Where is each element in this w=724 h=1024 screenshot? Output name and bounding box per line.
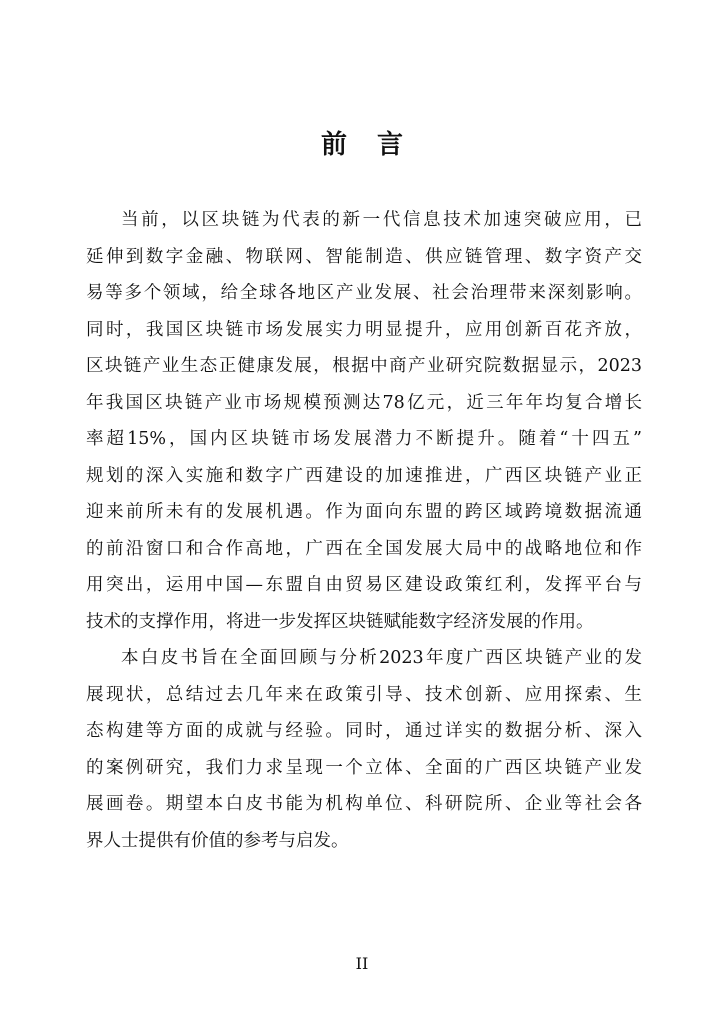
paragraph-2 (86, 640, 642, 859)
text-line: 同时，我国区块链市场发展实力明显提升，应用创新百花齐放， (86, 319, 642, 340)
text-line: 展现状，总结过去几年来在政策引导、技术创新、应用探索、生 (86, 684, 642, 705)
text-line: 界人士提供有价值的参考与启发。 (86, 830, 349, 851)
text-line: 的案例研究，我们力求呈现一个立体、全面的广西区块链产业发 (86, 757, 642, 778)
body-text (86, 202, 642, 859)
paragraph-1 (86, 202, 642, 640)
text-line: 年我国区块链产业市场规模预测达78亿元，近三年年均复合增长 (86, 392, 642, 413)
text-line: 的前沿窗口和合作高地，广西在全国发展大局中的战略地位和作 (86, 538, 642, 559)
text-line: 本白皮书旨在全面回顾与分析2023年度广西区块链产业的发 (121, 648, 642, 668)
text-line: 延伸到数字金融、物联网、智能制造、供应链管理、数字资产交 (86, 246, 642, 267)
text-line: 用突出，运用中国—东盟自由贸易区建设政策红利，发挥平台与 (86, 575, 642, 595)
text-line: 态构建等方面的成就与经验。同时，通过详实的数据分析、深入 (86, 721, 642, 741)
text-line: 当前，以区块链为代表的新一代信息技术加速突破应用，已 (121, 210, 642, 230)
text-line: 展画卷。期望本白皮书能为机构单位、科研院所、企业等社会各 (86, 794, 642, 814)
page-number: II (355, 954, 369, 973)
text-line: 区块链产业生态正健康发展，根据中商产业研究院数据显示，2023 (86, 356, 642, 376)
text-line: 易等多个领域，给全球各地区产业发展、社会治理带来深刻影响。 (86, 283, 642, 303)
text-line: 规划的深入实施和数字广西建设的加速推进，广西区块链产业正 (86, 465, 642, 486)
text-line: 率超15%，国内区块链市场发展潜力不断提升。随着“十四五” (86, 429, 642, 449)
text-line: 技术的支撑作用，将进一步发挥区块链赋能数字经济发展的作用。 (86, 611, 594, 632)
page-title: 前言 (320, 130, 433, 160)
text-line: 迎来前所未有的发展机遇。作为面向东盟的跨区域跨境数据流通 (86, 502, 642, 522)
